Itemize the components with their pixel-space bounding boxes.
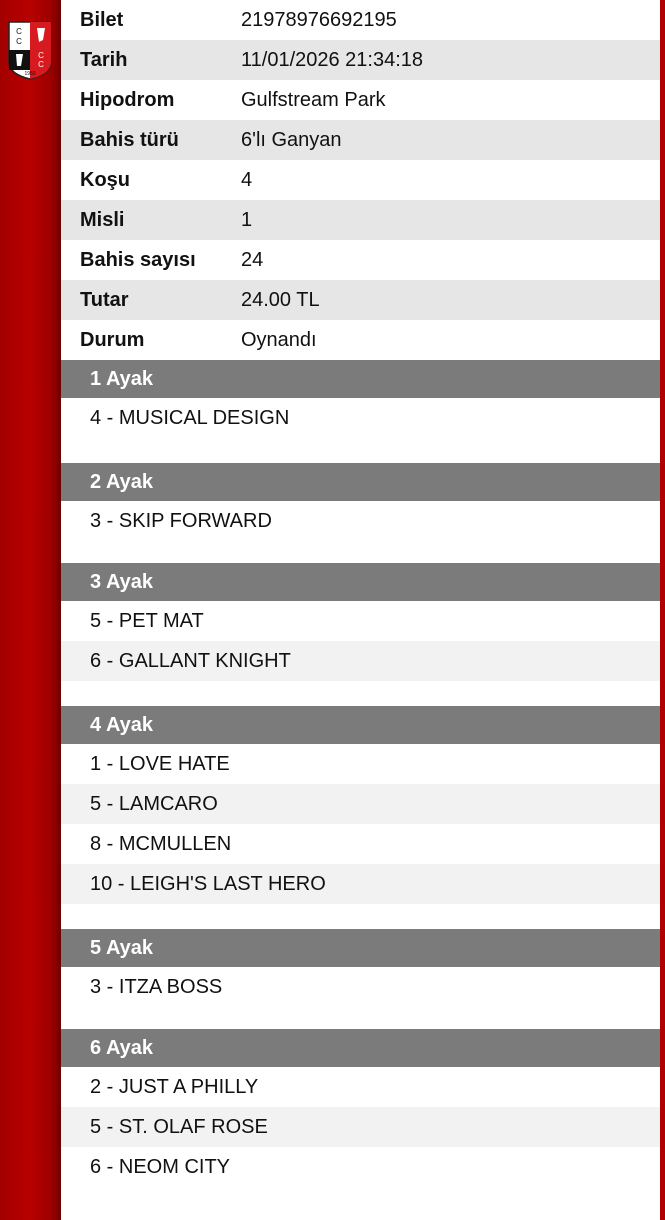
info-row [61,320,660,360]
leg-header: 3 Ayak [61,563,660,601]
ticket-info-table [61,0,660,360]
info-label: Tutar [80,288,129,311]
info-row [61,80,660,120]
info-label: Koşu [80,168,130,191]
info-value: Gulfstream Park [241,88,386,111]
info-label: Bahis türü [80,128,179,151]
leg-spacer [61,681,660,706]
info-label: Hipodrom [80,88,175,111]
info-label: Bilet [80,8,124,31]
info-value: 6'lı Ganyan [241,128,342,151]
horse-row: 4 - MUSICAL DESIGN [90,406,290,429]
ticket-detail [61,0,660,1220]
horse-row: 5 - ST. OLAF ROSE [61,1107,660,1147]
horse-row: 2 - JUST A PHILLY [90,1075,259,1098]
leg-header: 1 Ayak [61,360,660,398]
info-row [61,200,660,240]
left-sidebar [0,0,61,1220]
leg-spacer [61,904,660,929]
leg-spacer [61,438,660,463]
info-label: Tarih [80,48,128,71]
leg-section [61,1029,660,1187]
info-row [61,240,660,280]
svg-text:C: C [16,27,22,36]
info-row [61,0,660,40]
horse-row: 5 - LAMCARO [61,784,660,824]
horse-row: 5 - PET MAT [90,609,204,632]
horse-row: 8 - MCMULLEN [90,832,232,855]
club-logo [5,20,55,80]
leg-section [61,360,660,463]
horse-row: 10 - LEIGH'S LAST HERO [61,864,660,904]
leg-header: 2 Ayak [61,463,660,501]
svg-text:C: C [38,60,44,69]
horse-row: 6 - GALLANT KNIGHT [61,641,660,681]
info-value: 11/01/2026 21:34:18 [241,48,424,71]
svg-text:C: C [38,51,44,60]
leg-spacer [61,1007,660,1029]
info-value: Oynandı [241,328,317,351]
leg-header: 6 Ayak [61,1029,660,1067]
horse-row: 6 - NEOM CITY [90,1155,231,1178]
horse-row: 3 - ITZA BOSS [90,975,223,998]
info-row [61,40,660,80]
info-label: Misli [80,208,125,231]
leg-section [61,463,660,563]
horse-row: 3 - SKIP FORWARD [90,509,272,532]
info-value: 4 [241,168,253,191]
info-value: 1 [241,208,253,231]
info-label: Bahis sayısı [80,248,196,271]
leg-section [61,563,660,706]
info-row [61,160,660,200]
info-value: 24 [241,248,264,271]
right-edge-bar [660,0,665,1220]
leg-section [61,706,660,929]
legs-list [61,360,660,1187]
info-row [61,280,660,320]
horse-row: 1 - LOVE HATE [90,752,230,775]
info-label: Durum [80,328,145,351]
logo-year: 1950 [24,71,36,77]
info-value: 24.00 TL [241,288,320,311]
info-row [61,120,660,160]
leg-spacer [61,541,660,563]
leg-section [61,929,660,1029]
leg-header: 5 Ayak [61,929,660,967]
leg-header: 4 Ayak [61,706,660,744]
svg-text:C: C [16,37,22,46]
info-value: 21978976692195 [241,8,397,31]
